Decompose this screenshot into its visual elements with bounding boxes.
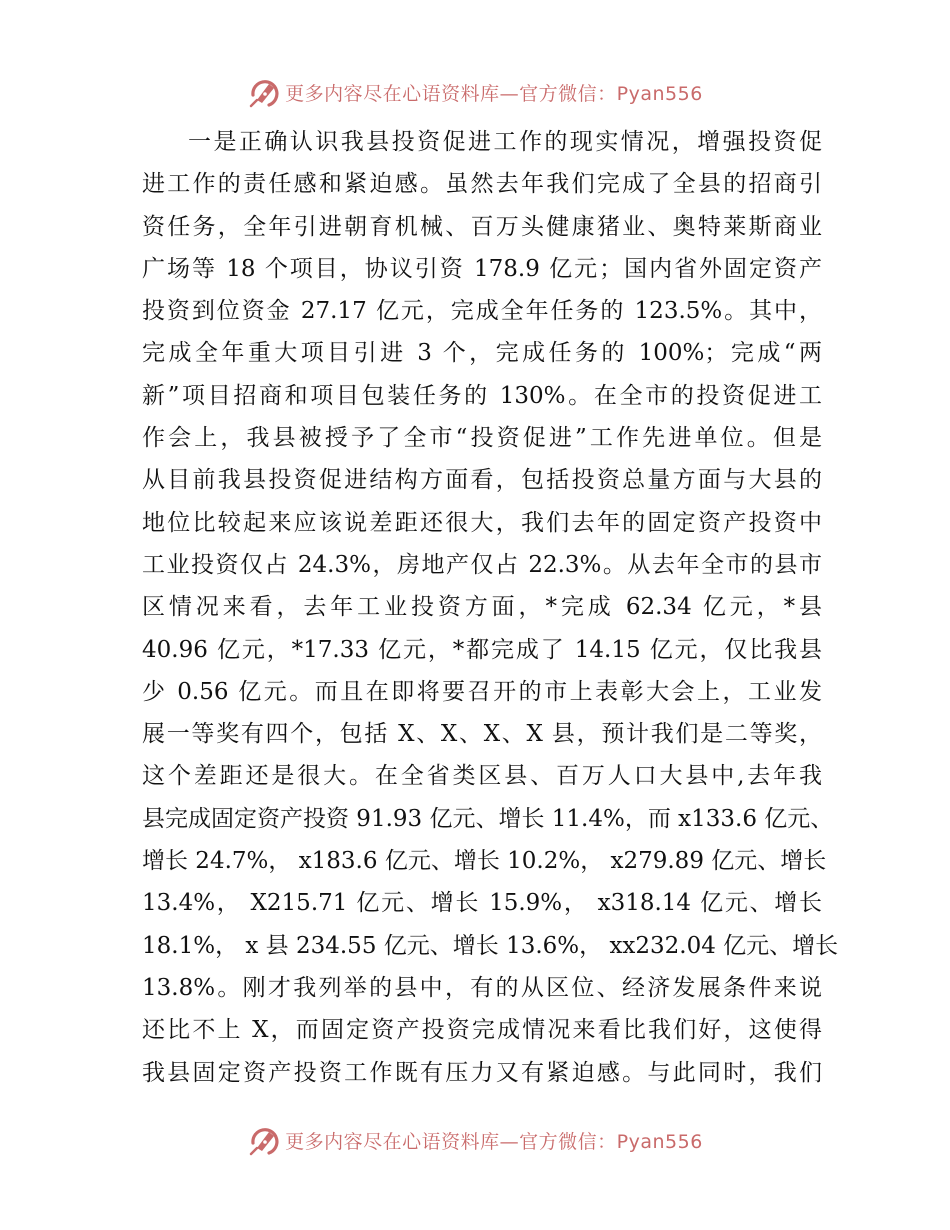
paragraph-line: 展一等奖有四个，包括 X、X、X、X 县，预计我们是二等奖， (142, 721, 822, 748)
watermark-text: 更多内容尽在心语资料库—官方微信：Pyan556 (285, 1130, 703, 1153)
paragraph-line: 地位比较起来应该说差距还很大，我们去年的固定资产投资中 (142, 509, 822, 536)
paragraph-line: 13.8%。刚才我列举的县中，有的从区位、经济发展条件来说 (142, 974, 822, 1001)
pen-nib-logo-icon (247, 75, 281, 109)
watermark-text: 更多内容尽在心语资料库—官方微信：Pyan556 (285, 82, 703, 105)
paragraph-line: 作会上，我县被授予了全市“投资促进”工作先进单位。但是 (142, 425, 822, 452)
paragraph-line: 进工作的责任感和紧迫感。虽然去年我们完成了全县的招商引 (142, 171, 822, 198)
paragraph-line: 工业投资仅占 24.3%，房地产仅占 22.3%。从去年全市的县市 (142, 551, 822, 578)
paragraph-line: 完成全年重大项目引进 3 个，完成任务的 100%；完成“两 (142, 340, 822, 367)
paragraph-line: 从目前我县投资促进结构方面看，包括投资总量方面与大县的 (142, 467, 822, 494)
footer-watermark (0, 1120, 950, 1160)
paragraph-line: 广场等 18 个项目，协议引资 178.9 亿元；国内省外固定资产 (142, 255, 822, 282)
document-body (142, 121, 839, 1094)
paragraph-line: 这个差距还是很大。在全省类区县、百万人口大县中,去年我 (142, 763, 822, 790)
paragraph-line: 13.4%， X215.71 亿元、增长 15.9%， x318.14 亿元、增长 (142, 890, 822, 917)
paragraph-line: 新”项目招商和项目包装任务的 130%。在全市的投资促进工 (142, 382, 822, 409)
paragraph-line: 还比不上 X，而固定资产投资完成情况来看比我们好，这使得 (142, 1017, 822, 1044)
paragraph-line: 少 0.56 亿元。而且在即将要召开的市上表彰大会上，工业发 (142, 678, 822, 705)
paragraph-line: 我县固定资产投资工作既有压力又有紧迫感。与此同时，我们 (142, 1059, 822, 1086)
header-watermark (0, 72, 950, 112)
paragraph-line: 一是正确认识我县投资促进工作的现实情况，增强投资促 (188, 129, 822, 155)
paragraph-line: 县完成固定资产投资 91.93 亿元、增长 11.4%，而 x133.6 亿元、 (142, 805, 834, 832)
paragraph-line: 投资到位资金 27.17 亿元，完成全年任务的 123.5%。其中， (142, 298, 822, 325)
paragraph-line: 40.96 亿元，*17.33 亿元，*都完成了 14.15 亿元，仅比我县 (142, 636, 822, 663)
paragraph-line: 区情况来看，去年工业投资方面，*完成 62.34 亿元，*县 (142, 594, 822, 621)
pen-nib-logo-icon (247, 1123, 281, 1157)
paragraph-line: 资任务，全年引进朝育机械、百万头健康猪业、奥特莱斯商业 (142, 213, 822, 240)
paragraph-line: 18.1%， x 县 234.55 亿元、增长 13.6%， xx232.04 亿元、增长 (142, 932, 839, 959)
paragraph-line: 增长 24.7%， x183.6 亿元、增长 10.2%， x279.89 亿元、增长 (142, 848, 827, 875)
